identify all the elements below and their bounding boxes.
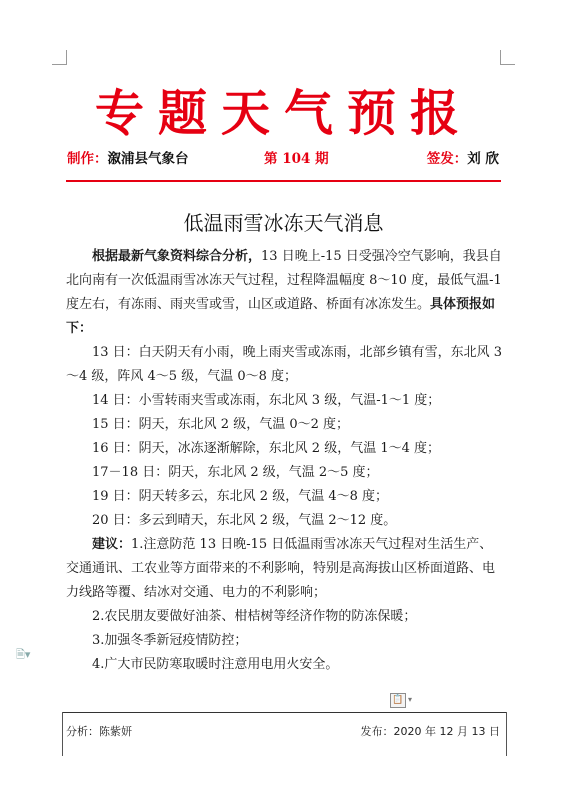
masthead-title: 专题天气预报 xyxy=(94,84,473,142)
advice-label: 建议： xyxy=(92,537,132,552)
document-icon[interactable]: 🗎▾ xyxy=(16,648,31,661)
issue-number: 第 104 期 xyxy=(264,151,329,167)
footer-row xyxy=(66,723,500,741)
forecast-item: 14 日：小雪转雨夹雪或冻雨，东北风 3 级，气温-1～1 度； xyxy=(92,393,441,408)
forecast-item: 13 日：白天阴天有小雨，晚上雨夹雪或冻雨，北部乡镇有雪，东北风 3～4 级，阵风 4～5 级，气温 0～8 度； xyxy=(66,345,503,384)
forecast-item: 20 日：多云到晴天，东北风 2 级，气温 2～12 度。 xyxy=(92,513,397,528)
forecast-item: 19 日：阴天转多云，东北风 2 级，气温 4～8 度； xyxy=(92,489,389,504)
advice-item: 1.注意防范 13 日晚-15 日低温雨雪冰冻天气过程对生活生产、交通通讯、工农业等方面带来的不利影响，特别是高海拔山区桥面道路、电力线路等覆、结冰对交通、电力的不利影响； xyxy=(66,537,496,600)
issue-info-row xyxy=(67,150,499,168)
footer-top-rule xyxy=(62,712,506,713)
advice-item: 3.加强冬季新冠疫情防控； xyxy=(92,633,248,648)
release-date: 发布：2020 年 12 月 13 日 xyxy=(360,725,500,738)
summary-tail: 具体预报如下： xyxy=(66,297,496,336)
signer-label: 签发： xyxy=(426,151,468,167)
advice-item: 4.广大市民防寒取暖时注意用电用火安全。 xyxy=(92,657,339,672)
signer-info xyxy=(427,150,499,168)
page-corner-mark-left xyxy=(52,50,67,65)
forecast-item: 17－18 日：阴天，东北风 2 级，气温 2～5 度； xyxy=(92,465,379,480)
maker-label: 制作： xyxy=(67,151,108,167)
maker-info xyxy=(67,150,189,168)
header-red-rule xyxy=(66,180,501,182)
forecast-item: 15 日：阴天，东北风 2 级，气温 0～2 度； xyxy=(92,417,350,432)
advice-paragraph xyxy=(66,533,504,605)
chevron-down-icon[interactable]: ▾ xyxy=(408,695,413,704)
advice-item: 2.农民朋友要做好油茶、柑桔树等经济作物的防冻保暖； xyxy=(92,609,417,624)
summary-text: 13 日晚上-15 日受强冷空气影响，我县自北向南有一次低温雨雪冰冻天气过程，过程降温幅度 8～10 度，最低气温-1 度左右，有冻雨、雨夹雪或雪，山区或道路、桥面有冰冻发生。 xyxy=(66,249,502,312)
summary-paragraph xyxy=(66,245,504,341)
maker-name: 溆浦县气象台 xyxy=(107,151,189,167)
forecast-item: 16 日：阴天，冰冻逐渐解除，东北风 2 级，气温 1～4 度； xyxy=(92,441,441,456)
paste-options-icon[interactable]: 📋 xyxy=(390,693,406,708)
analyst-info: 分析：陈紫妍 xyxy=(66,725,132,738)
footer-left-border xyxy=(62,712,63,756)
summary-lead: 根据最新气象资料综合分析， xyxy=(92,249,262,264)
signer-name: 刘 欣 xyxy=(467,151,499,167)
footer-right-border xyxy=(506,712,507,756)
document-title: 低温雨雪冰冻天气消息 xyxy=(183,211,384,235)
document-body xyxy=(66,245,504,677)
page-corner-mark-right xyxy=(500,50,515,65)
